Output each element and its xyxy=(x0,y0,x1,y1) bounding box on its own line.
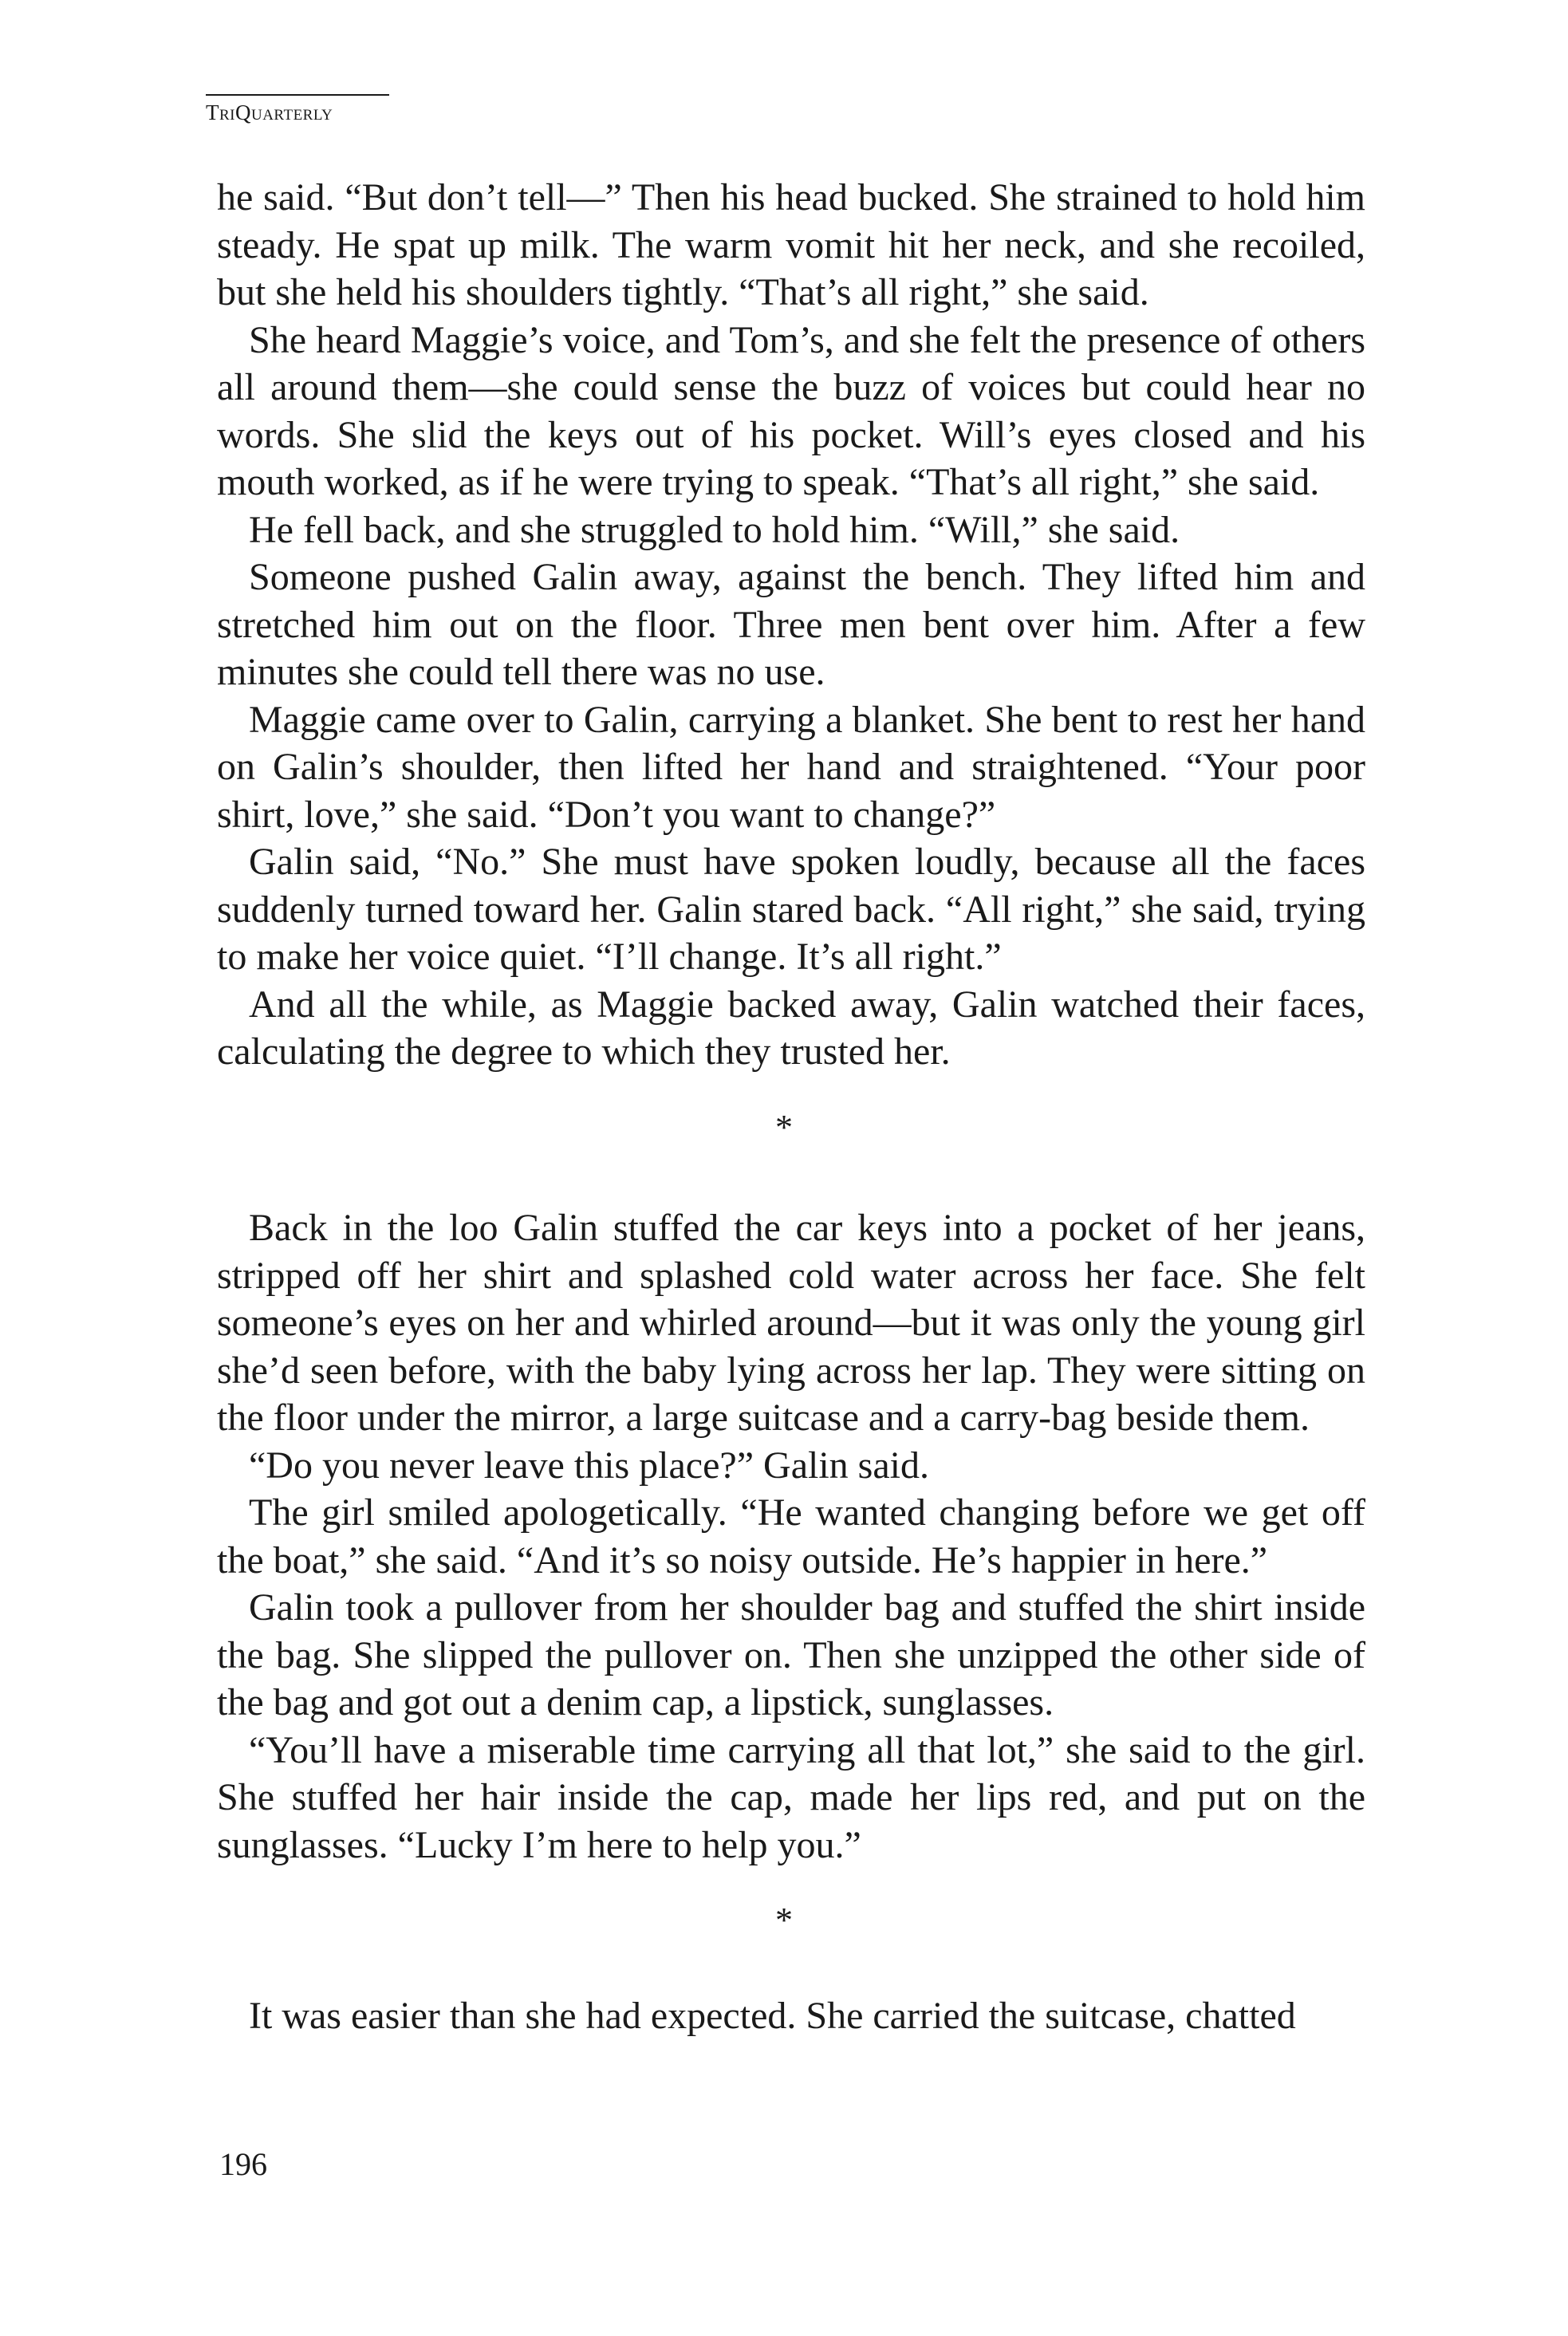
page-number: 196 xyxy=(219,2146,267,2182)
section-3 xyxy=(217,1992,1365,2040)
paragraph: He fell back, and she struggled to hold him. “Will,” she said. xyxy=(249,508,1180,551)
section-separator: * xyxy=(775,1901,793,1940)
section-separator: * xyxy=(775,1108,793,1147)
journal-title: TriQuarterly xyxy=(206,100,333,124)
header-rule xyxy=(206,94,389,96)
paragraph: Maggie came over to Galin, carrying a blanket. She bent to rest her hand on Galin’s shoulder, then lifted her hand and straightened. “Your poor shirt, love,” she said. “Don’t you want to change?” xyxy=(217,698,1365,836)
section-1 xyxy=(217,174,1365,1076)
paragraph: The girl smiled apologetically. “He wanted changing before we get off the boat,” she said. “And it’s so noisy outside. He’s happier in here.” xyxy=(217,1491,1365,1582)
paragraph: It was easier than she had expected. She carried the suitcase, chatted xyxy=(249,1995,1296,2037)
paragraph: “You’ll have a miserable time carrying all that lot,” she said to the girl. She stuffed her hair inside the cap, made her lips red, and put on the sunglasses. “Lucky I’m here to help you.” xyxy=(217,1728,1365,1866)
paragraph: he said. “But don’t tell—” Then his head bucked. She strained to hold him steady. He spat up milk. The warm vomit hit her neck, and she recoiled, but she held his shoulders tightly. “That’s all right,” she said. xyxy=(217,176,1365,313)
paragraph: And all the while, as Maggie backed away, Galin watched their faces, calculating the degree to which they trusted her. xyxy=(217,983,1365,1073)
section-2 xyxy=(217,1204,1365,1869)
paragraph: Galin took a pullover from her shoulder bag and stuffed the shirt inside the bag. She slipped the pullover on. Then she unzipped the other side of the bag and got out a denim cap, a lipstick, sunglasses. xyxy=(217,1586,1365,1723)
paragraph: She heard Maggie’s voice, and Tom’s, and she felt the presence of others all around them—she could sense the buzz of voices but could hear no words. She slid the keys out of his pocket. Will’s eyes closed and his mouth worked, as if he were trying to speak. “That’s all right,” she said. xyxy=(217,318,1365,503)
paragraph: Someone pushed Galin away, against the bench. They lifted him and stretched him out on the floor. Three men bent over him. After a few minutes she could tell there was no use. xyxy=(217,556,1365,693)
paragraph: “Do you never leave this place?” Galin said. xyxy=(249,1444,929,1487)
paragraph: Galin said, “No.” She must have spoken loudly, because all the faces suddenly turned toward her. Galin stared back. “All right,” she said, trying to make her voice quiet. “I’ll change. It’s all right.” xyxy=(217,841,1365,978)
running-header xyxy=(206,94,389,125)
paragraph: Back in the loo Galin stuffed the car keys into a pocket of her jeans, stripped off her shirt and splashed cold water across her face. She felt someone’s eyes on her and whirled around—but it was only the young girl she’d seen before, with the baby lying across her lap. They were sitting on the floor under the mirror, a large suitcase and a carry-bag beside them. xyxy=(217,1207,1365,1439)
